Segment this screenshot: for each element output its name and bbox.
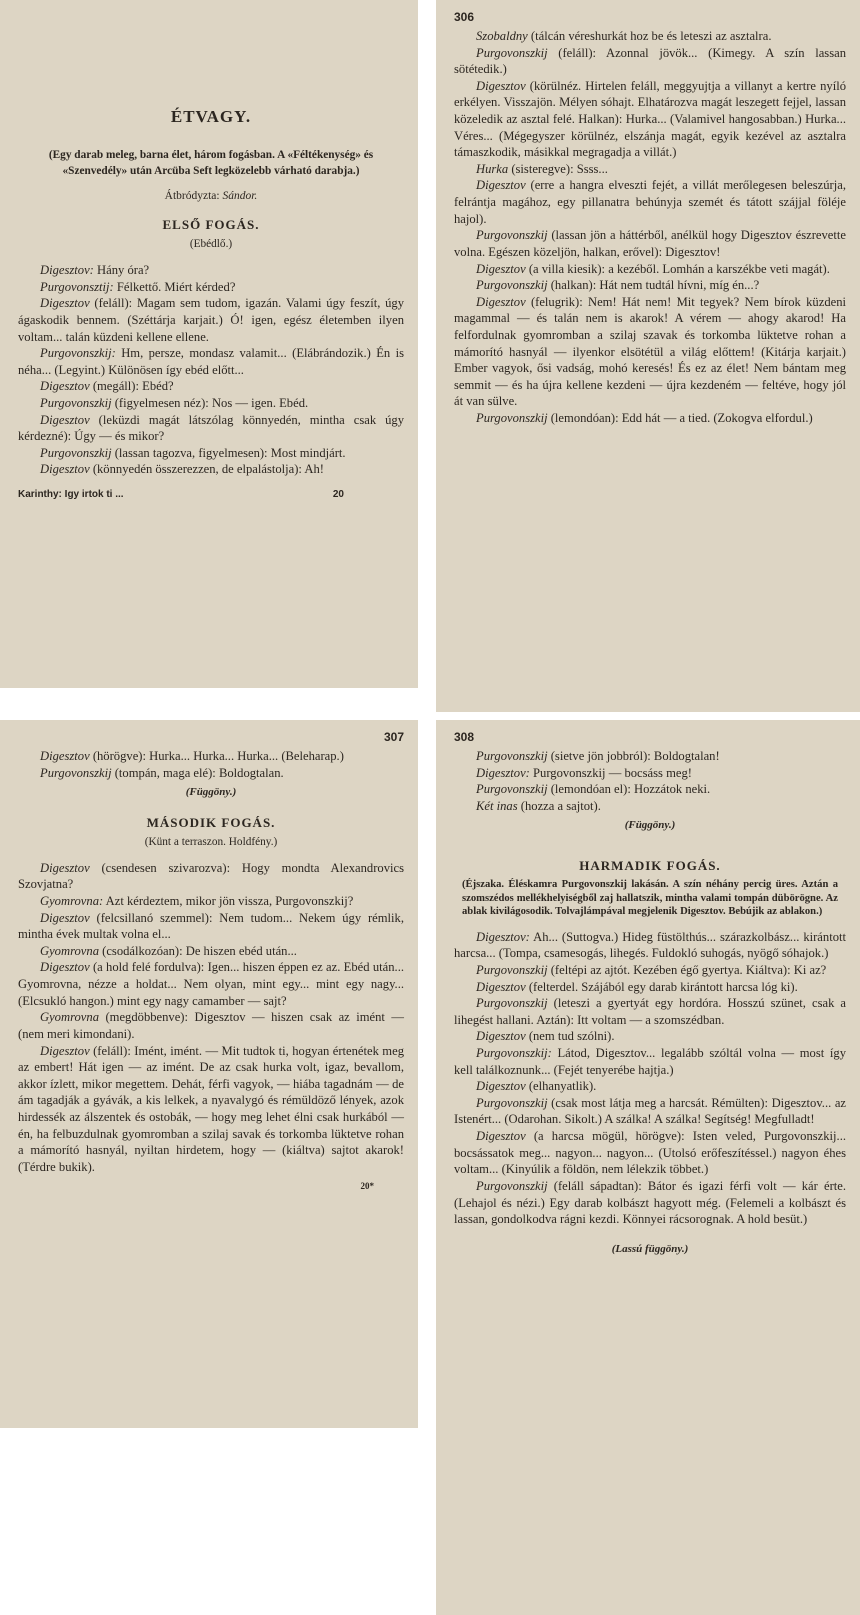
footer-source: Karinthy: Igy irtok ti ... — [18, 489, 124, 501]
dialogue-block — [18, 262, 404, 478]
page-number: 308 — [454, 730, 475, 744]
dialogue-line: Digesztov (megáll): Ebéd? — [40, 379, 174, 394]
dialogue-line: Szobaldny (tálcán véreshurkát hoz be és leteszi az asztalra. — [476, 29, 772, 43]
page-number: 306 — [454, 10, 475, 24]
dialogue-block — [454, 929, 846, 1228]
dialogue-line: Két inas (hozza a sajtot). — [476, 798, 601, 813]
curtain-note: (Függöny.) — [185, 786, 237, 799]
dialogue-line: Purgovonszkij (lassan tagozva, figyelmesen): Most mindjárt. — [40, 445, 346, 460]
dialogue-line: Digesztov (a harcsa mögül, hörögve): Isten veled, Purgovonszkij... bocsássatok meg... nagyon... nagyon... (Utolsó erőfeszítéssel.) nagyon éhes voltam... (Kinyúlik a földön, nem lélekzik többet.) — [454, 1129, 846, 1177]
dialogue-line: Digesztov (feláll): Imént, imént. — Mit tudtok ti, hogyan értenétek meg az embert! Hát igen — az imént. De az csak hurka volt, igaz, bevallom, akkor ízlett, mikor megettem. Dehát, férfi vagyok, — hiába tagadnám — de ám tagadják a gyávák, a kis lelkek, a nyavalygó és rémüldöző lények, azok hirdessék az álszentek és ostobák, — hogy meg lehet élni csak hurkából — én, ha felbuzdulnak gyomromban a szilaj savak és torkomba lüktetve rohan a mámorító hasnyál, nyiltan hirdetem, hogy — (kiáltva) sajtot akarok! (Térdre bukik). — [18, 1043, 404, 1174]
dialogue-line: Purgovonszkij (lemondóan): Edd hát — a tied. (Zokogva elfordul.) — [476, 411, 813, 426]
dialogue-block — [18, 748, 404, 781]
dialogue-line: Digesztov (elhanyatlik). — [476, 1079, 597, 1094]
dialogue-line: Gyomrovna (megdöbbenve): Digesztov — hiszen csak az imént — (nem meri kimondani). — [18, 1010, 404, 1041]
signature-mark: 20* — [360, 1181, 374, 1192]
dialogue-line: Digesztov (erre a hangra elveszti fejét, a villát merőlegesen beleszúrja, felrántja magához, egy pillanatra behúnyja szemét és tátott szájjal föléje hajol). — [454, 178, 846, 226]
dialogue-line: Digesztov (nem tud szólni). — [476, 1029, 615, 1044]
section-stage: (Künt a terraszon. Holdfény.) — [144, 835, 278, 848]
adapter-credit — [18, 189, 404, 204]
dialogue-line: Gyomrovna: Azt kérdeztem, mikor jön vissza, Purgovonszkij? — [40, 894, 354, 909]
dialogue-line: Purgovonszkij (sietve jön jobbról): Boldogtalan! — [476, 749, 720, 763]
dialogue-line: Purgovonszkij (csak most látja meg a harcsát. Rémülten): Digesztov... az Istenért... (Odarohan. Sikolt.) A szálka! A szálka! Segítség! Megfulladt! — [454, 1095, 846, 1127]
dialogue-line: Digesztov (feláll): Magam sem tudom, igazán. Valami úgy feszít, úgy ágaskodik bennem. (Széttárja karjait.) Ó! igen, egész életemben ilyen voltam... talán küzdeni kellene ellene. — [18, 296, 404, 344]
dialogue-line: Digesztov (felterdel. Szájából egy darab kirántott harcsa lóg ki). — [476, 979, 798, 994]
dialogue-line: Digesztov (a villa kiesik): a kezéből. Lomhán a karszékbe veti magát). — [476, 261, 830, 276]
dialogue-line: Digesztov: Hány óra? — [40, 263, 150, 278]
page-4 — [436, 720, 860, 1615]
dialogue-block — [454, 28, 846, 427]
play-title: ÉTVAGY. — [170, 107, 252, 126]
dialogue-line: Digesztov (körülnéz. Hirtelen feláll, meggyujtja a villanyt a kertre nyíló erkélyen. Visszajön. Mélyen sóhajt. Elhatározva magát leszegett fejjel, lassan közeledik az asztal felé. Halkan): Hurka... (Valamivel hangosabban.) Hurka... Véres... (Mégegyszer körülnéz, elszánja magát, egyik kezével az asztalra támaszkodik, másikkal megragadja a villát.) — [454, 78, 846, 160]
final-curtain-note: (Lassú függöny.) — [611, 1242, 689, 1255]
dialogue-line: Digesztov (felugrik): Nem! Hát nem! Mit tegyek? Nem bírok küzdeni magammal — és talán nem is akarok! A vérem — ahogy akarod! Ha felfordulnak gyomromban a szilaj szavak és torkomba lüktetve rohan a mámorító hasnyál — ilyenkor elsötétül a világ előttem! (Kitárja karjait.) Ember vagyok, ősi vadság, mohó keresés! És ez az élet! Nem bántam meg semmit — és ha újra kellene kezdeni — újra kezdeném — feltéve, hogy jól át van sülve. — [454, 294, 846, 409]
curtain-note: (Függöny.) — [624, 819, 676, 832]
dialogue-line: Digesztov (leküzdi magát látszólag könnyedén, mintha csak úgy kérdezné): Úgy — és mikor? — [18, 412, 404, 444]
dialogue-line: Gyomrovna (csodálkozóan): De hiszen ebéd után... — [40, 943, 297, 958]
dialogue-block — [18, 860, 404, 1176]
section-title: MÁSODIK FOGÁS. — [146, 814, 276, 830]
dialogue-line: Purgovonszkij (figyelmesen néz): Nos — igen. Ebéd. — [40, 396, 309, 411]
page-footer — [18, 488, 404, 501]
page-2 — [436, 0, 860, 712]
dialogue-line: Purgovonszkij: Látod, Digesztov... legalább szóltál volna — most így kell találkoznunk... (Fejét tenyerébe hajtja.) — [454, 1046, 846, 1077]
section-stage: (Ebédlő.) — [189, 238, 233, 251]
dialogue-line: Purgovonszkij (feláll sápadtan): Bátor és igazi férfi volt — kár érte. (Lehajol és nézi.) Egy darab kolbászt hagyott még. (Felemeli a kolbászt és lassan, gondolkodva rágni kezdi. Könnyei rácsorognak. A hold besüt.) — [454, 1178, 846, 1227]
dialogue-line: Purgovonszkij (lemondóan el): Hozzátok neki. — [476, 782, 711, 797]
stage-direction: (Éjszaka. Éléskamra Purgovonszkij lakásán. A szín néhány percig üres. Aztán a szomszédos mellékhelyiségből zaj hallatszik, mintha valami tompán dübörögne. Az ablak kivilágosodik. Tolvajlámpával megjelenik Digesztov. Bebújik az ablakon.) — [462, 879, 838, 918]
dialogue-line: Purgovonszkij (lassan jön a háttérből, anélkül hogy Digesztov észrevette volna. Egészen közeljön, halkan, erővel): Digesztov! — [454, 228, 846, 259]
dialogue-line: Digesztov: Purgovonszkij — bocsáss meg! — [476, 765, 692, 780]
dialogue-line: Purgovonszkij (halkan): Hát nem tudtál hívni, míg én...? — [476, 278, 760, 293]
page-number: 307 — [383, 730, 404, 744]
play-subtitle: (Egy darab meleg, barna élet, három fogásban. A «Féltékenység» és «Szenvedély» után Arcüba Seft legközelebb várható darabja.) — [48, 149, 374, 177]
dialogue-line: Purgovonszkij (tompán, maga elé): Boldogtalan. — [40, 765, 284, 780]
dialogue-line: Digesztov (hörögve): Hurka... Hurka... Hurka... (Beleharap.) — [40, 749, 344, 763]
dialogue-line: Purgovonszkij: Hm, persze, mondasz valamit... (Elábrándozik.) Én is néha... (Legyint.) Különösen így ebéd előtt... — [18, 346, 404, 377]
dialogue-line: Purgovonszkij (feláll): Azonnal jövök... (Kimegy. A szín lassan sötétedik.) — [454, 45, 846, 77]
footer-signature: 20 — [332, 489, 344, 501]
section-title: HARMADIK FOGÁS. — [579, 857, 721, 873]
page-3 — [0, 720, 418, 1428]
dialogue-line: Purgovonszkij (leteszi a gyertyát egy hordóra. Hosszú szünet, csak a lihegést hallani. Aztán): Itt voltam — a szomszédban. — [454, 996, 846, 1027]
dialogue-line: Digesztov (felcsillanó szemmel): Nem tudom... Nekem úgy rémlik, mintha évek multak volna el... — [18, 910, 404, 942]
dialogue-line: Hurka (sisteregve): Ssss... — [476, 161, 608, 176]
dialogue-block — [454, 748, 846, 814]
dialogue-line: Digesztov: Ah... (Suttogva.) Hideg füstölthús... szárazkolbász... kirántott harcsa... (Tompa, csamesogás, lihegés. Fuldokló suhogás, nyögő sóhajok.) — [454, 929, 846, 961]
dialogue-line: Digesztov (a hold felé fordulva): Igen... hiszen éppen ez az. Ebéd után... Gyomrovna, nézze a holdat... Nem olyan, mint egy... mint egy nagy... (Elcsukló hangon.) mint egy nagy camamber — sajt? — [18, 960, 404, 1008]
dialogue-line: Digesztov (könnyedén összerezzen, de elpalástolja): Ah! — [40, 462, 324, 477]
section-title: ELSŐ FOGÁS. — [162, 217, 260, 233]
dialogue-line: Purgovonszkij (feltépi az ajtót. Kezében égő gyertya. Kiáltva): Ki az? — [476, 962, 827, 977]
dialogue-line: Purgovonsztij: Félkettő. Miért kérded? — [40, 279, 236, 294]
adapter-label: Átbródyzta: — [164, 189, 220, 202]
dialogue-line: Digesztov (csendesen szivarozva): Hogy mondta Alexandrovics Szovjatna? — [18, 860, 404, 892]
adapter-name: Sándor. — [222, 189, 258, 202]
page-1 — [0, 0, 418, 688]
